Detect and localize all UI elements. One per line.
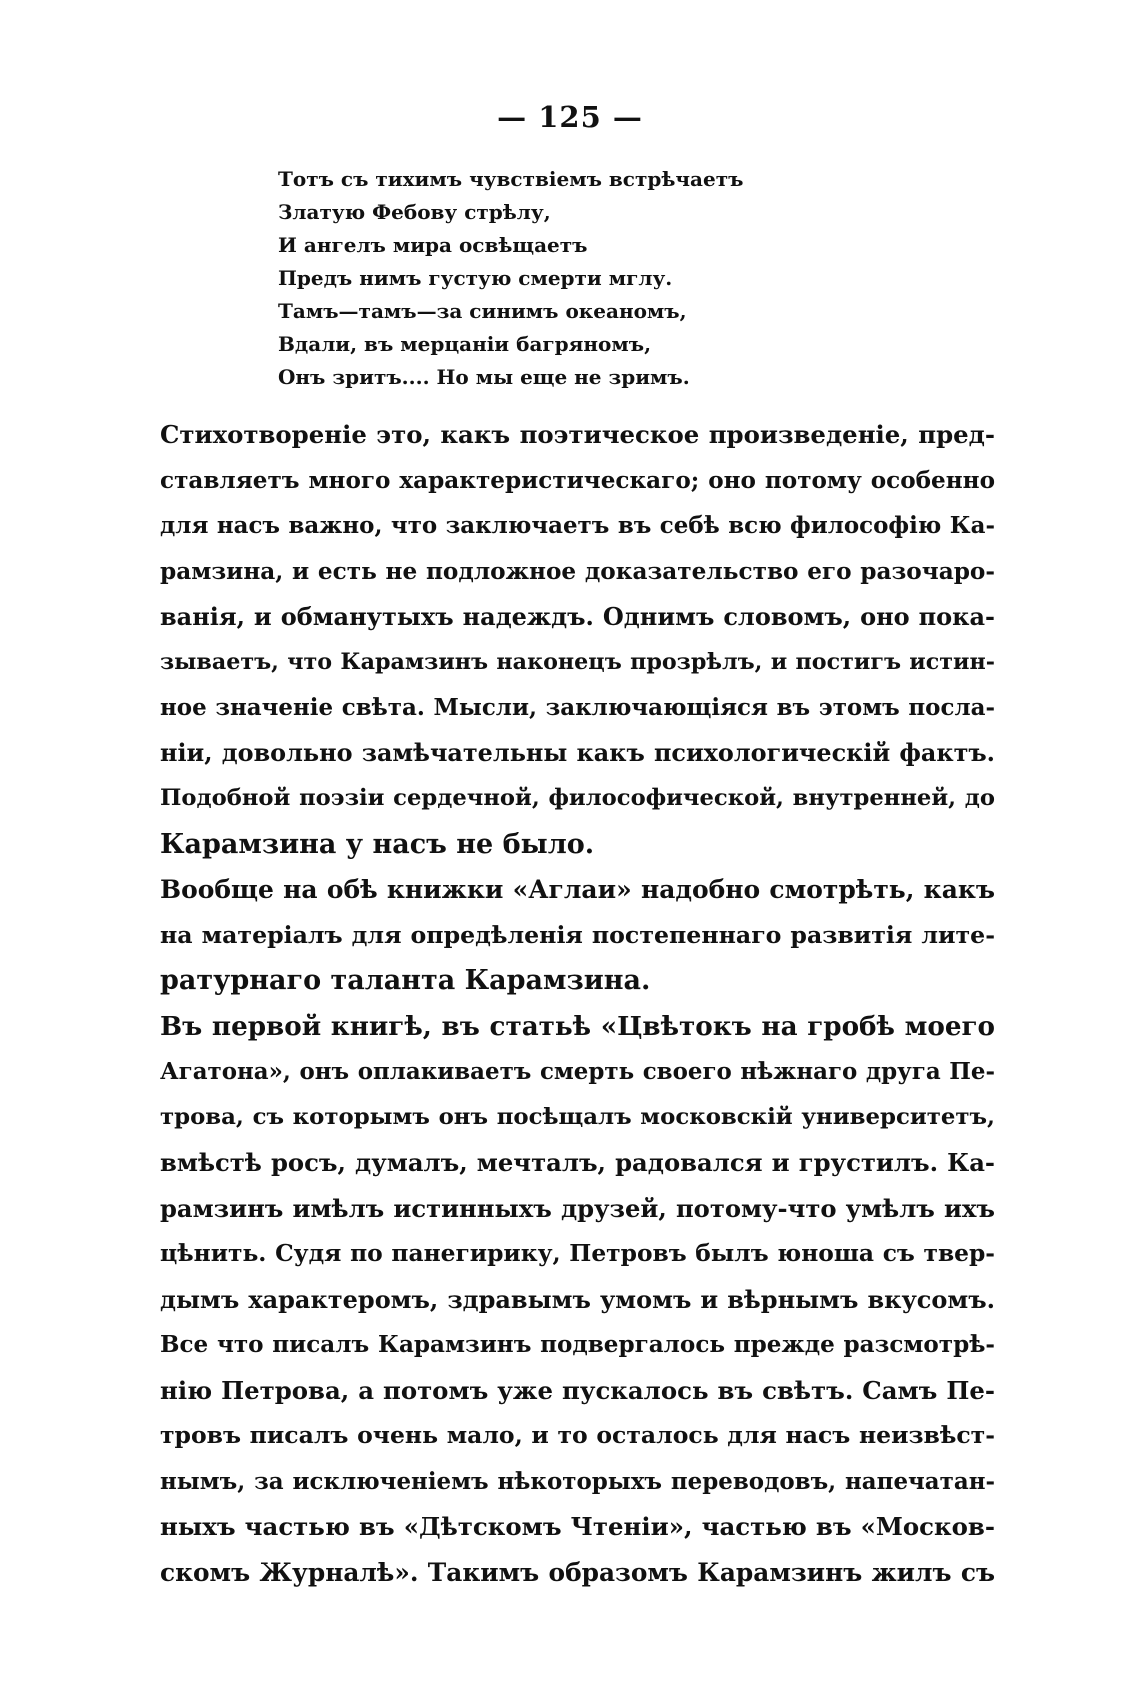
text-line: Агатона», онъ оплакиваетъ смерть своего нѣжнаго друга Пе-	[160, 1058, 995, 1085]
body-text	[160, 412, 995, 1595]
text-line: Карамзина у насъ не было.	[160, 828, 595, 860]
paragraph-2	[160, 867, 995, 1004]
text-line: тровъ писалъ очень мало, и то осталось для насъ неизвѣст-	[160, 1421, 995, 1449]
text-line: трова, съ которымъ онъ посѣщалъ московскій университетъ,	[160, 1103, 995, 1130]
poem-line: Предъ нимъ густую смерти мглу.	[278, 266, 673, 290]
text-line: Стихотвореніе это, какъ поэтическое произведеніе, пред-	[160, 420, 995, 449]
poem-line: Тотъ съ тихимъ чувствіемъ встрѣчаетъ	[278, 167, 744, 191]
poem-stanza	[278, 163, 1018, 394]
poem-line: Тамъ—тамъ—за синимъ океаномъ,	[278, 299, 687, 323]
text-line: вмѣстѣ росъ, думалъ, мечталъ, радовался и грустилъ. Ка-	[160, 1148, 995, 1177]
text-line: ныхъ частью въ «Дѣтскомъ Чтеніи», частью въ «Москов-	[160, 1512, 995, 1541]
text-line: нію Петрова, а потомъ уже пускалось въ свѣтъ. Самъ Пе-	[160, 1375, 995, 1405]
text-line: зываетъ, что Карамзинъ наконецъ прозрѣлъ, и постигъ истин-	[160, 648, 995, 675]
text-line: для насъ важно, что заключаетъ въ себѣ всю философію Ка-	[160, 512, 995, 539]
text-line: ніи, довольно замѣчательны какъ психологическій фактъ.	[160, 738, 995, 767]
poem-line: Онъ зритъ.... Но мы еще не зримъ.	[278, 365, 690, 389]
text-line: ратурнаго таланта Карамзина.	[160, 965, 651, 996]
text-line: нымъ, за исключеніемъ нѣкоторыхъ переводовъ, напечатан-	[160, 1467, 995, 1495]
text-line: ставляетъ много характеристическаго; оно потому особенно	[160, 466, 995, 494]
poem-line: Вдали, въ мерцаніи багряномъ,	[278, 332, 652, 356]
poem-line: И ангелъ мира освѣщаетъ	[278, 233, 588, 257]
text-line: на матеріалъ для опредѣленія постепеннаго развитія лите-	[160, 920, 995, 949]
paragraph-3	[160, 1004, 995, 1596]
text-line: ванія, и обманутыхъ надеждъ. Однимъ словомъ, оно пока-	[160, 602, 995, 631]
text-line: дымъ характеромъ, здравымъ умомъ и вѣрнымъ вкусомъ.	[160, 1284, 995, 1314]
text-line: Въ первой книгѣ, въ статьѣ «Цвѣтокъ на гробѣ моего	[160, 1010, 995, 1042]
text-line: рамзина, и есть не подложное доказательство его разочаро-	[160, 557, 995, 585]
text-line: Все что писалъ Карамзинъ подвергалось прежде разсмотрѣ-	[160, 1331, 995, 1358]
paragraph-1	[160, 412, 995, 867]
text-line: цѣнить. Судя по панегирику, Петровъ былъ юноша съ твер-	[160, 1239, 995, 1267]
text-line: ное значеніе свѣта. Мысли, заключающіяся въ этомъ посла-	[160, 694, 995, 721]
page-number: — 125 —	[497, 100, 643, 134]
text-line: рамзинъ имѣлъ истинныхъ друзей, потому-что умѣлъ ихъ	[160, 1193, 995, 1223]
text-line: Вообще на обѣ книжки «Аглаи» надобно смотрѣть, какъ	[160, 875, 995, 904]
poem-line: Златую Фебову стрѣлу,	[278, 200, 551, 224]
text-line: Подобной поэзіи сердечной, философической, внутренней, до	[160, 785, 995, 811]
text-line: скомъ Журналѣ». Такимъ образомъ Карамзинъ жилъ съ	[160, 1557, 995, 1587]
